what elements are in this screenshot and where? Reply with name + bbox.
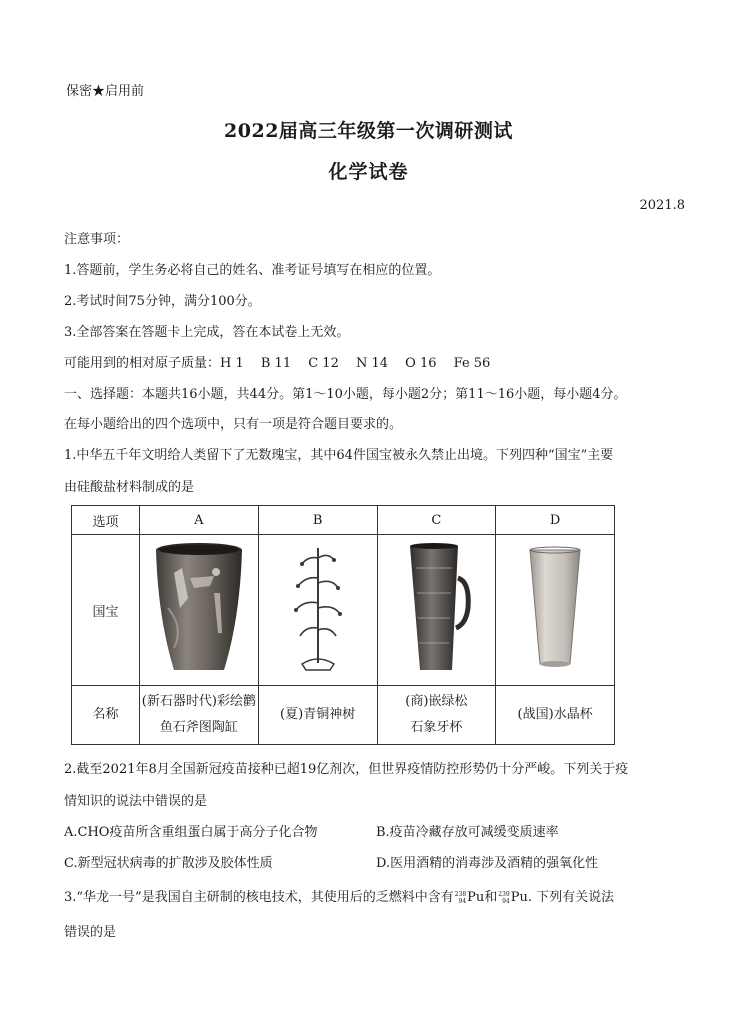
note-item-2: 2.考试时间75分钟，满分100分。 [64,294,261,309]
treasure-options-table [71,505,615,745]
option-c-name-line1: (商)嵌绿松 [405,694,468,709]
bronze-tree-image [258,535,377,686]
crystal-cup-illustration [520,538,590,678]
table-name-row [72,686,615,745]
pottery-jar-illustration [144,538,254,678]
ivory-cup-image [377,535,496,686]
option-c-name-line2: 石象牙杯 [410,720,463,735]
confidential-label: 保密★启用前 [66,84,145,99]
option-b-name: (夏)青铜神树 [258,686,377,745]
iso2-atomic-number: 94 [502,897,510,905]
note-item-1: 1.答题前，学生务必将自己的姓名、准考证号填写在相应的位置。 [64,263,441,278]
iso1-symbol: Pu [467,890,485,905]
q2-stem-line2: 情知识的说法中错误的是 [64,794,208,809]
option-a-header: A [140,506,259,535]
option-a-name-line1: (新石器时代)彩绘鹳 [141,694,256,709]
crystal-cup-image [496,535,615,686]
q2-option-d: D.医用酒精的消毒涉及酒精的强氧化性 [376,856,599,871]
table-header-row [72,506,615,535]
table-image-row [72,535,615,686]
bronze-tree-illustration [278,538,358,678]
q2-stem-line1: 2.截至2021年8月全国新冠疫苗接种已超19亿剂次，但世界疫情防控形势仍十分严峻。下列关于疫 [64,762,629,777]
iso2-symbol: Pu [510,890,528,905]
iso1-notation [455,891,466,905]
name-row-label: 名称 [72,686,140,745]
iso2-mass-number: 239 [498,890,510,898]
q2-option-c: C.新型冠状病毒的扩散涉及胶体性质 [64,856,273,871]
option-d-name: (战国)水晶杯 [496,686,615,745]
q3-stem-line2: 错误的是 [64,925,117,940]
pottery-jar-image [140,535,259,686]
exam-subtitle: 化学试卷 [328,161,409,183]
iso2-notation [498,891,509,905]
option-c-name [377,686,496,745]
q1-stem-line1: 1.中华五千年文明给人类留下了无数瑰宝，其中64件国宝被永久禁止出境。下列四种“国宝”主要 [64,448,614,463]
section-instructions-line1: 一、选择题：本题共16小题，共44分。第1～10小题，每小题2分；第11～16小题，每小题4分。 [64,387,627,402]
ivory-cup-illustration [396,538,476,678]
q2-option-b: B.疫苗冷藏存放可减缓变质速率 [376,825,559,840]
exam-title: 2022届高三年级第一次调研测试 [224,120,513,142]
note-item-3: 3.全部答案在答题卡上完成，答在本试卷上无效。 [64,325,350,340]
header-label-cell: 选项 [72,506,140,535]
notes-heading: 注意事项： [64,232,130,247]
iso1-mass-number: 238 [454,890,467,898]
exam-date: 2021.8 [639,198,685,213]
q3-stem-part-b: . 下列有关说法 [527,890,615,905]
option-d-header: D [496,506,615,535]
atomic-masses: 可能用到的相对原子质量：H 1 B 11 C 12 N 14 O 16 Fe 56 [64,356,491,371]
q2-option-a: A.CHO疫苗所含重组蛋白属于高分子化合物 [64,825,318,840]
iso1-atomic-number: 94 [458,897,467,905]
option-b-header: B [258,506,377,535]
section-instructions-line2: 在每小题给出的四个选项中，只有一项是符合题目要求的。 [64,417,403,432]
treasure-row-label: 国宝 [72,535,140,686]
q3-stem-part-a: 3.“华龙一号”是我国自主研制的核电技术，其使用后的乏燃料中含有 [64,890,454,905]
option-c-header: C [377,506,496,535]
q3-stem-line1 [64,886,614,905]
option-a-name-line2: 鱼石斧图陶缸 [159,720,238,735]
q3-stem-mid: 和 [484,890,498,905]
option-a-name [140,686,259,745]
q1-stem-line2: 由硅酸盐材料制成的是 [64,480,195,495]
